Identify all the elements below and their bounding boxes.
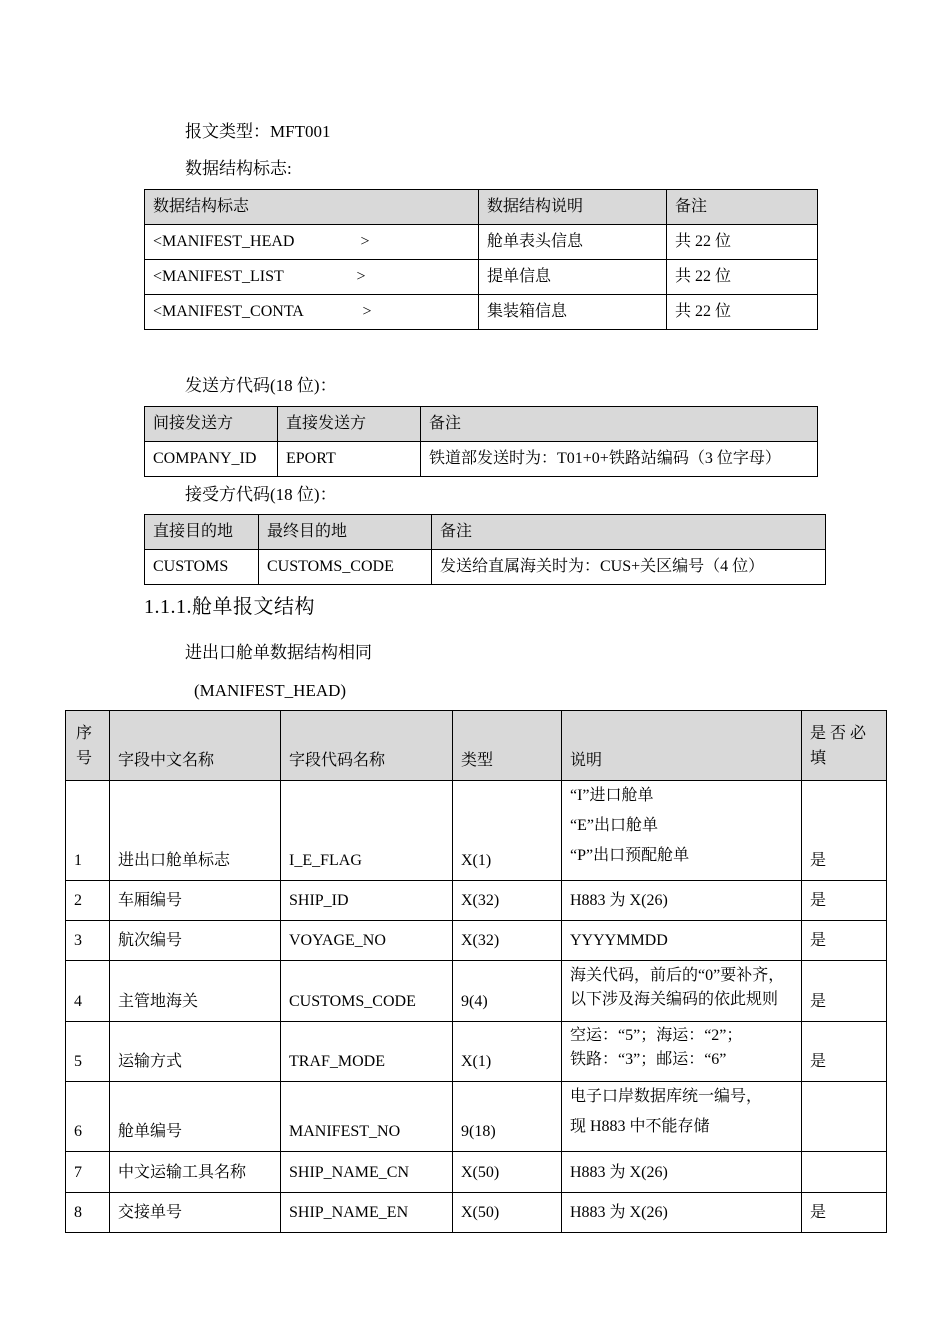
receiver-table bbox=[144, 514, 826, 585]
flag-cell: <MANIFEST_LIST > bbox=[145, 260, 479, 295]
header-cell: 备注 bbox=[432, 515, 826, 550]
table-row: 8 交接单号 SHIP_NAME_EN X(50) H883 为 X(26) 是 bbox=[66, 1193, 887, 1233]
desc-cell: 集装箱信息 bbox=[479, 295, 667, 330]
header-cell: 备注 bbox=[667, 190, 818, 225]
note-cell: 共 22 位 bbox=[667, 225, 818, 260]
struct-flag-table bbox=[144, 189, 818, 330]
header-cell: 直接发送方 bbox=[278, 407, 421, 442]
table-row bbox=[145, 295, 818, 330]
sender-table bbox=[144, 406, 818, 477]
table-row: 4 主管地海关 CUSTOMS_CODE 9(4) 海关代码，前后的“0”要补齐， 以下涉及海关编码的依此规则 是 bbox=[66, 961, 887, 1022]
table-row bbox=[145, 225, 818, 260]
header-cell: 数据结构说明 bbox=[479, 190, 667, 225]
message-type-line: 报文类型：MFT001 bbox=[185, 122, 331, 141]
table-row: 1 进出口舱单标志 I_E_FLAG X(1) “I”进口舱单 “E”出口舱单 “P”出口预配舱单 是 bbox=[66, 781, 887, 881]
desc-cell: 提单信息 bbox=[479, 260, 667, 295]
note-cell: 共 22 位 bbox=[667, 295, 818, 330]
flag-cell: <MANIFEST_HEAD > bbox=[145, 225, 479, 260]
header-cell: 最终目的地 bbox=[259, 515, 432, 550]
table-row: 3 航次编号 VOYAGE_NO X(32) YYYYMMDD 是 bbox=[66, 921, 887, 961]
desc-cell: 舱单表头信息 bbox=[479, 225, 667, 260]
manifest-head-table bbox=[65, 710, 887, 1233]
same-structure-line: 进出口舱单数据结构相同 bbox=[185, 643, 372, 662]
header-cell: 备注 bbox=[421, 407, 818, 442]
header-cell: 直接目的地 bbox=[145, 515, 259, 550]
header-cell: 间接发送方 bbox=[145, 407, 278, 442]
header-cell: 说明 bbox=[562, 711, 802, 781]
table-row: 6 舱单编号 MANIFEST_NO 9(18) 电子口岸数据库统一编号， 现 H883 中不能存储 bbox=[66, 1082, 887, 1152]
section-heading: 1.1.1.舱单报文结构 bbox=[144, 596, 315, 618]
header-cell: 数据结构标志 bbox=[145, 190, 479, 225]
table-row: 7 中文运输工具名称 SHIP_NAME_CN X(50) H883 为 X(26) bbox=[66, 1152, 887, 1193]
table-row: 2 车厢编号 SHIP_ID X(32) H883 为 X(26) 是 bbox=[66, 881, 887, 921]
table-row: COMPANY_ID EPORT 铁道部发送时为：T01+0+铁路站编码（3 位字母） bbox=[145, 442, 818, 477]
note-cell: 共 22 位 bbox=[667, 260, 818, 295]
struct-flag-line: 数据结构标志: bbox=[185, 159, 292, 178]
flag-cell: <MANIFEST_CONTA > bbox=[145, 295, 479, 330]
table-row: CUSTOMS CUSTOMS_CODE 发送给直属海关时为：CUS+关区编号（4 位） bbox=[145, 550, 826, 585]
header-cell: 类型 bbox=[453, 711, 562, 781]
header-cell: 字段代码名称 bbox=[281, 711, 453, 781]
receiver-code-line: 接受方代码(18 位)： bbox=[185, 485, 337, 504]
header-cell: 序号 bbox=[66, 711, 110, 781]
header-cell: 字段中文名称 bbox=[110, 711, 281, 781]
table-row: 5 运输方式 TRAF_MODE X(1) 空运：“5”；海运：“2”； 铁路：“3”；邮运：“6” 是 bbox=[66, 1022, 887, 1082]
header-cell: 是 否 必 填 bbox=[802, 711, 887, 781]
sender-code-line: 发送方代码(18 位)： bbox=[185, 376, 337, 395]
table-row bbox=[145, 260, 818, 295]
manifest-head-label: (MANIFEST_HEAD) bbox=[194, 681, 347, 700]
